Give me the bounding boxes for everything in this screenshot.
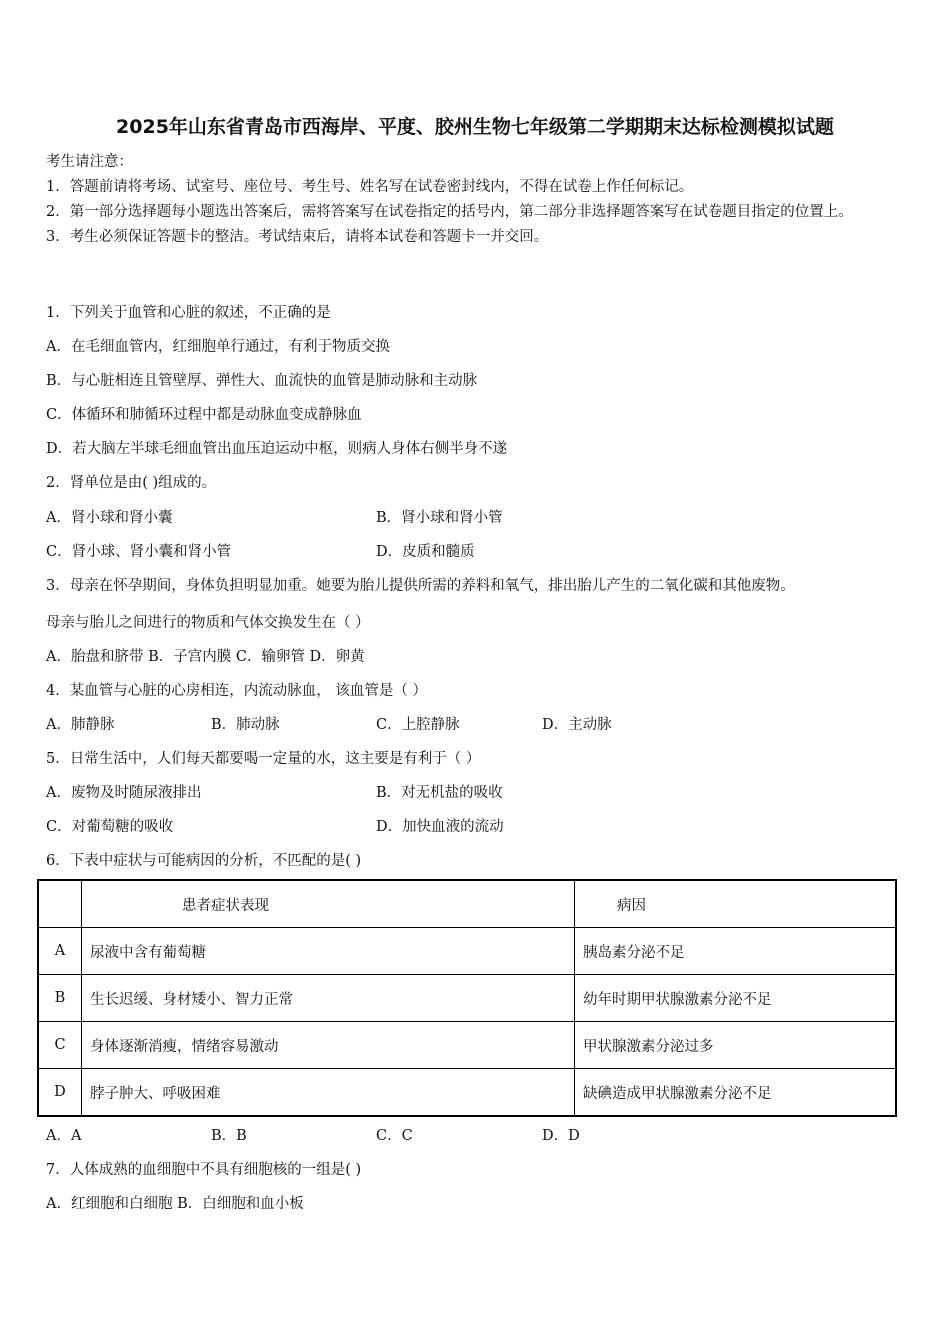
table-cell: 脖子肿大、呼吸困难 [82,1069,575,1117]
table-cell: 身体逐渐消瘦，情绪容易激动 [82,1022,575,1069]
question-7-stem: 7．人体成熟的血细胞中不具有细胞核的一组是( ) [46,1162,362,1178]
question-6-stem: 6．下表中症状与可能病因的分析，不匹配的是( ) [46,853,362,869]
table-cell: D [38,1069,82,1117]
q1-option-d: D．若大脑左半球毛细血管出血压迫运动中枢，则病人身体右侧半身不遂 [46,441,508,457]
q6-option-d: D．D [542,1128,580,1144]
table-row [38,1022,896,1069]
table-header-row [38,880,896,928]
table-cell: 甲状腺激素分泌过多 [575,1022,897,1069]
question-1-stem: 1．下列关于血管和心脏的叙述，不正确的是 [46,305,331,321]
q6-option-c: C．C [376,1128,413,1144]
table-row [38,975,896,1022]
table-cell: A [38,928,82,975]
q2-option-a: A．肾小球和肾小囊 [46,510,173,526]
q6-option-b: B．B [211,1128,247,1144]
table-cell: 生长迟缓、身材矮小、智力正常 [82,975,575,1022]
notice-item: 1．答题前请将考场、试室号、座位号、考生号、姓名写在试卷密封线内，不得在试卷上作任何标记。 [46,179,694,195]
question-4-stem: 4．某血管与心脏的心房相连，内流动脉血， 该血管是（ ） [46,683,427,699]
q1-option-b: B．与心脏相连且管壁厚、弹性大、血流快的血管是肺动脉和主动脉 [46,373,478,389]
q5-option-b: B．对无机盐的吸收 [376,785,503,801]
q1-option-c: C．体循环和肺循环过程中都是动脉血变成静脉血 [46,407,362,423]
question-5-stem: 5．日常生活中，人们每天都要喝一定量的水，这主要是有利于（ ） [46,751,481,767]
symptom-table [37,879,897,1117]
q4-option-b: B．肺动脉 [211,717,280,733]
q2-option-c: C．肾小球、肾小囊和肾小管 [46,544,232,560]
page-title: 2025年山东省青岛市西海岸、平度、胶州生物七年级第二学期期末达标检测模拟试题 [116,116,834,138]
q3-options: A．胎盘和脐带 B．子宫内膜 C．输卵管 D．卵黄 [46,649,365,665]
table-cell: B [38,975,82,1022]
table-row [38,1069,896,1117]
notice-heading: 考生请注意： [46,154,133,170]
notice-item: 2．第一部分选择题每小题选出答案后，需将答案写在试卷指定的括号内，第二部分非选择题答案写在试卷题目指定的位置上。 [46,204,853,220]
notice-section [46,150,906,250]
q5-option-d: D．加快血液的流动 [376,819,504,835]
table-cell: 幼年时期甲状腺激素分泌不足 [575,975,897,1022]
notice-item: 3．考生必须保证答题卡的整洁。考试结束后，请将本试卷和答题卡一并交回。 [46,229,549,245]
q4-option-a: A．肺静脉 [46,717,115,733]
question-3-stem: 3．母亲在怀孕期间，身体负担明显加重。她要为胎儿提供所需的养料和氧气，排出胎儿产生的二氧化碳和其他废物。 [46,578,795,594]
q2-option-b: B．肾小球和肾小管 [376,510,503,526]
table-row [38,928,896,975]
q7-options: A．红细胞和白细胞 B．白细胞和血小板 [46,1196,304,1212]
question-3-stem-cont: 母亲与胎儿之间进行的物质和气体交换发生在（ ） [46,615,370,631]
table-cell: C [38,1022,82,1069]
q6-option-a: A．A [46,1128,82,1144]
q4-option-c: C．上腔静脉 [376,717,460,733]
table-cell: 胰岛素分泌不足 [575,928,897,975]
table-header-cell: 患者症状表现 [82,880,575,928]
q2-option-d: D．皮质和髓质 [376,544,475,560]
table-cell: 缺碘造成甲状腺激素分泌不足 [575,1069,897,1117]
q1-option-a: A．在毛细血管内，红细胞单行通过，有利于物质交换 [46,339,390,355]
q5-option-a: A．废物及时随尿液排出 [46,785,202,801]
q5-option-c: C．对葡萄糖的吸收 [46,819,174,835]
table-header-cell [38,880,82,928]
question-2-stem: 2．肾单位是由( )组成的。 [46,475,217,491]
table-cell: 尿液中含有葡萄糖 [82,928,575,975]
q4-option-d: D．主动脉 [542,717,612,733]
table-header-cell: 病因 [575,880,897,928]
